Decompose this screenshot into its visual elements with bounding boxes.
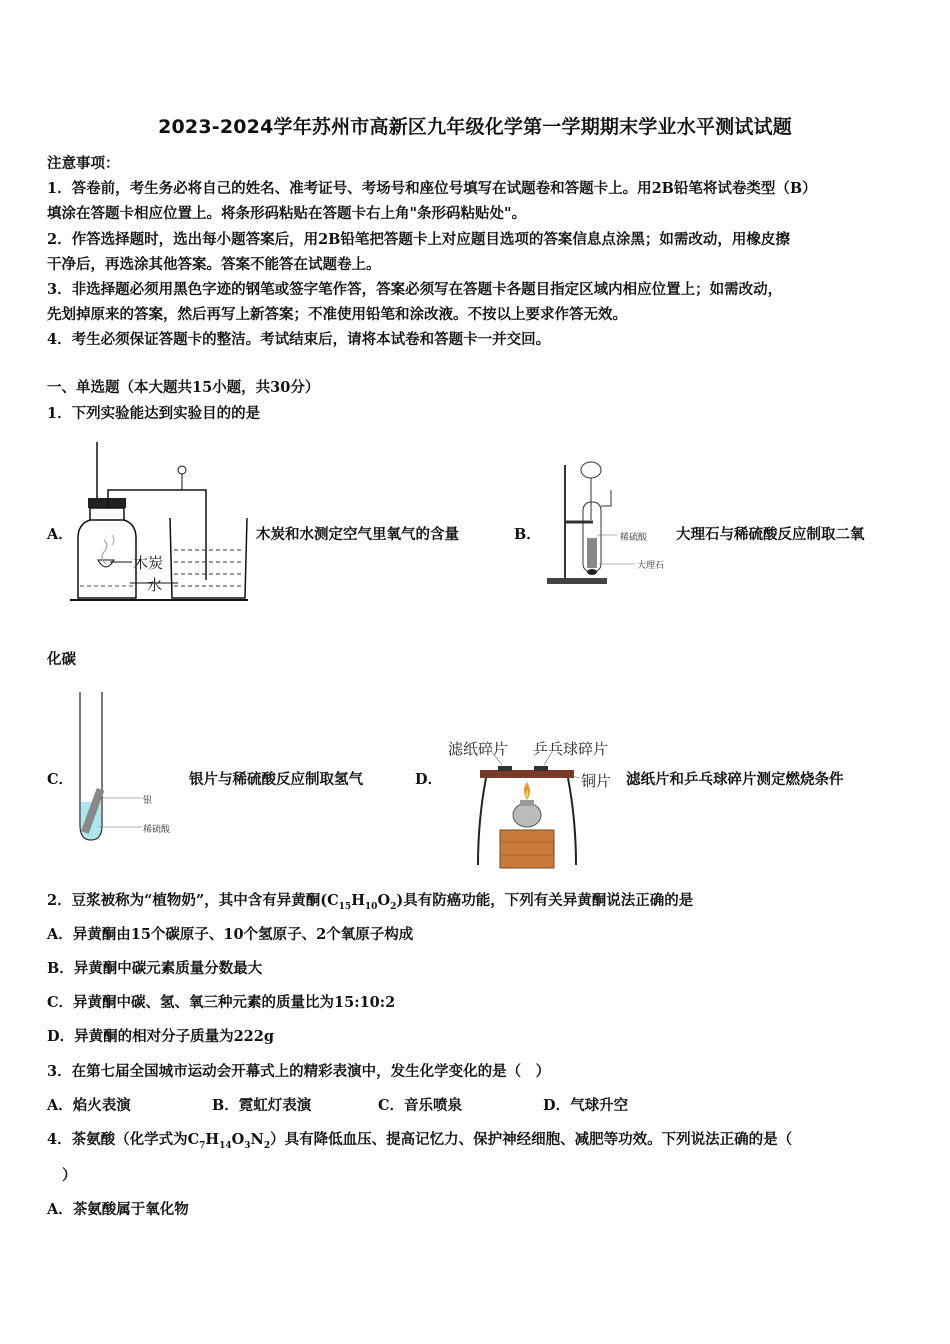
notice-line: 先划掉原来的答案，然后再写上新答案；不准使用铅笔和涂改液。不按以上要求作答无效。 [47,306,627,323]
q3-option-a[interactable]: A．焰火表演 [47,1097,131,1114]
q2-stem: 2．豆浆被称为“植物奶”，其中含有异黄酮$(C_{15}H_{10}O_2)$具有防癌功能，下列有关异黄酮说法正确的是 [47,892,694,912]
q2-option-d[interactable]: D．异黄酮的相对分子质量为222g [47,1028,274,1045]
q1-c-letter: C． [47,771,74,788]
notice-line: 2．作答选择题时，选出每小题答案后，用2B铅笔把答题卡上对应题目选项的答案信息点涂黑；如需改动，用橡皮擦 [47,231,790,248]
q4-stem: 4．茶氨酸（化学式为$C_7H_{14}O_3N_2$）具有降低血压、提高记忆力、保护神经细胞、减肥等功效。下列说法正确的是（ [47,1131,793,1151]
q1-b-label-acid: 稀硫酸 [620,533,648,543]
q2-option-b[interactable]: B．异黄酮中碳元素质量分数最大 [47,960,263,977]
q3-option-c[interactable]: C．音乐喷泉 [378,1097,463,1114]
notice-heading: 注意事项： [47,155,120,172]
q1-c-label-metal: 银 [143,796,153,806]
q1-a-letter: A． [47,526,73,543]
q1-c-text: 银片与稀硫酸反应制取氢气 [189,771,363,788]
q1-b-label-marble: 大理石 [637,561,665,571]
q1-d-text: 滤纸片和乒乓球碎片测定燃烧条件 [626,771,844,788]
q3-option-b[interactable]: B．霓虹灯表演 [212,1097,312,1114]
section-heading: 一、单选题（本大题共15小题，共30分） [47,379,320,396]
q1-d-label-pingpong: 乒乓球碎片 [533,740,609,758]
q3-option-d[interactable]: D．气球升空 [543,1097,629,1114]
q1-b-letter: B． [514,526,541,543]
notice-line: 1．答卷前，考生务必将自己的姓名、准考证号、考场号和座位号填写在试题卷和答题卡上。用2B铅笔将试卷类型（B） [47,180,817,197]
notice-line: 干净后，再选涂其他答案。答案不能答在试题卷上。 [47,256,381,273]
q1-a-label-water: 水 [147,576,163,594]
q1-d-label-filter: 滤纸碎片 [448,740,509,758]
q1-a-label-charcoal: 木炭 [133,554,164,572]
notice-line: 4．考生必须保证答题卡的整洁。考试结束后，请将本试卷和答题卡一并交回。 [47,331,551,348]
notice-line: 3．非选择题必须用黑色字迹的钢笔或签字笔作答，答案必须写在答题卡各题目指定区域内相应位置上；如需改动， [47,281,783,298]
q1-c-test-tube-figure [74,690,154,850]
q1-d-combustion-figure [472,760,582,870]
q4-stem-cont: ） [62,1167,77,1184]
q1-stem: 1．下列实验能达到实验目的的是 [47,405,261,422]
q1-d-letter: D． [415,771,443,788]
q1-c-label-acid: 稀硫酸 [143,825,171,835]
q4-option-a[interactable]: A．茶氨酸属于氧化物 [47,1201,189,1218]
q3-stem: 3．在第七届全国城市运动会开幕式上的精彩表演中，发生化学变化的是（ ） [47,1063,551,1080]
q1-a-text: 木炭和水测定空气里氧气的含量 [256,526,459,543]
q2-option-c[interactable]: C．异黄酮中碳、氢、氧三种元素的质量比为15:10:2 [47,994,396,1011]
q1-d-label-copper: 铜片 [581,772,612,790]
page-title: 2023-2024学年苏州市高新区九年级化学第一学期期末学业水平测试试题 [158,116,792,138]
q1-b-text: 大理石与稀硫酸反应制取二氧 [676,526,865,543]
q2-option-a[interactable]: A．异黄酮由15个碳原子、10个氢原子、2个氧原子构成 [47,926,414,943]
notice-line: 填涂在答题卡相应位置上。将条形码粘贴在答题卡右上角"条形码粘贴处"。 [47,205,527,222]
q1-b-text-cont: 化碳 [47,651,76,668]
